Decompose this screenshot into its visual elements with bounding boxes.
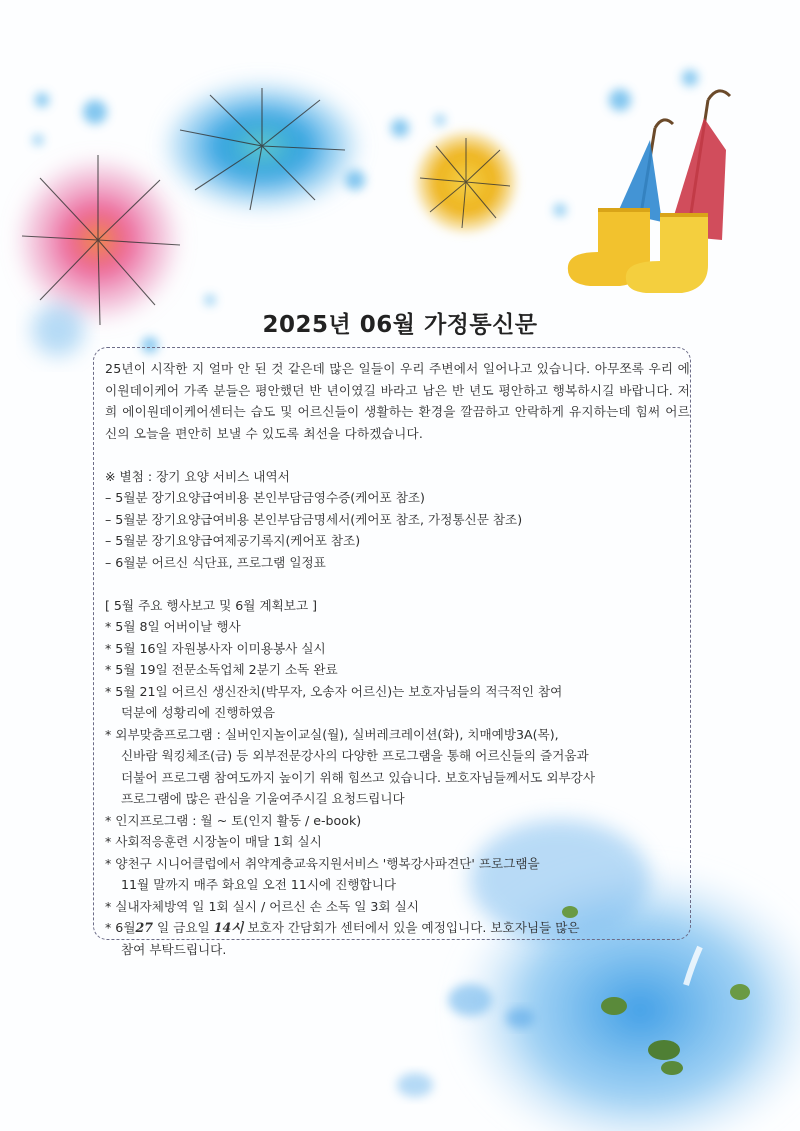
report-item-continued: 참여 부탁드립니다. bbox=[121, 941, 227, 957]
report-item: * 5월 19일 전문소독업체 2분기 소독 완료 bbox=[105, 662, 338, 677]
report-item: * 인지프로그램 : 월 ~ 토(인지 활동 / e-book) bbox=[105, 812, 362, 828]
report-item-continued: 더불어 프로그램 참여도까지 높이기 위해 힘쓰고 있습니다. 보호자님들께서도 외부강사 bbox=[121, 769, 595, 785]
report-item-continued: 신바람 웍킹체조(금) 등 외부전문강사의 다양한 프로그램을 통해 어르신들의 즐거움과 bbox=[121, 748, 589, 763]
report-item: * 5월 21일 어르신 생신잔치(박무자, 오송자 어르신)는 보호자님들의 적극적인 참여 bbox=[105, 683, 563, 699]
report-heading: [ 5월 주요 행사보고 및 6월 계획보고 ] bbox=[105, 597, 318, 613]
meeting-text: 보호자 간담회가 센터에서 있을 예정입니다. 보호자님들 많은 bbox=[243, 920, 580, 935]
umbrella-boots-icon bbox=[568, 91, 730, 293]
attachments-heading: ※ 별첨 : 장기 요양 서비스 내역서 bbox=[105, 468, 290, 484]
intro-paragraph: 25년이 시작한 지 얼마 안 된 것 같은데 많은 일들이 우리 주변에서 일어나고 있습니다. 아무쪼록 우리 에이원데이케어 가족 분들은 평안했던 반 년이였길 바라고 남은 반 년도 평안하고 행복하시길 바랍니다. 저희 에이원데이케어센터는 습도 및 어르신들이 생활하는 환경을 깔끔하고 안락하게 유지하는데 힘써 어르신의 오늘을 편안히 보낼 수 있도록 최선을 다하겠습니다. bbox=[105, 361, 690, 441]
attachments-section bbox=[105, 466, 690, 574]
report-section bbox=[105, 595, 690, 961]
newsletter-content bbox=[105, 358, 690, 960]
report-item: * 실내자체방역 일 1회 실시 / 어르신 손 소독 일 3회 실시 bbox=[105, 898, 419, 914]
report-item: * 사회적응훈련 시장놀이 매달 1회 실시 bbox=[105, 834, 322, 849]
attachment-item: – 6월분 어르신 식단표, 프로그램 일정표 bbox=[105, 554, 326, 570]
attachment-item: – 5월분 장기요양급여비용 본인부담금영수증(케어포 참조) bbox=[105, 490, 425, 505]
handwritten-day: 27 bbox=[135, 920, 154, 935]
report-item: * 5월 16일 자원봉사자 이미용봉사 실시 bbox=[105, 640, 326, 656]
attachment-item: – 5월분 장기요양급여제공기록지(케어포 참조) bbox=[105, 533, 361, 548]
blue-firework-icon bbox=[167, 84, 357, 210]
report-item-continued: 덕분에 성황리에 진행하였음 bbox=[121, 705, 275, 720]
report-item-meeting bbox=[105, 917, 690, 939]
report-item: * 5월 8일 어버이날 행사 bbox=[105, 619, 241, 634]
meeting-weekday: 일 금요일 bbox=[153, 920, 214, 935]
handwritten-time: 14시 bbox=[213, 920, 244, 935]
page-title: 2025년 06월 가정통신문 bbox=[262, 312, 538, 338]
yellow-firework-icon bbox=[416, 132, 516, 232]
report-item: * 외부맞춤프로그램 : 실버인지놀이교실(월), 실버레크레이션(화), 치매예방3A(목), bbox=[105, 726, 559, 742]
report-item-continued: 11월 말까지 매주 화요일 오전 11시에 진행합니다 bbox=[121, 877, 397, 892]
report-item-continued: 프로그램에 많은 관심을 기울여주시길 요청드립니다 bbox=[121, 791, 405, 806]
attachment-item: – 5월분 장기요양급여비용 본인부담금명세서(케어포 참조, 가정통신문 참조) bbox=[105, 511, 523, 527]
report-item: * 양천구 시니어클럽에서 취약계층교육지원서비스 '행복강사파견단' 프로그램을 bbox=[105, 855, 540, 871]
meeting-month: * 6월 bbox=[105, 920, 136, 935]
